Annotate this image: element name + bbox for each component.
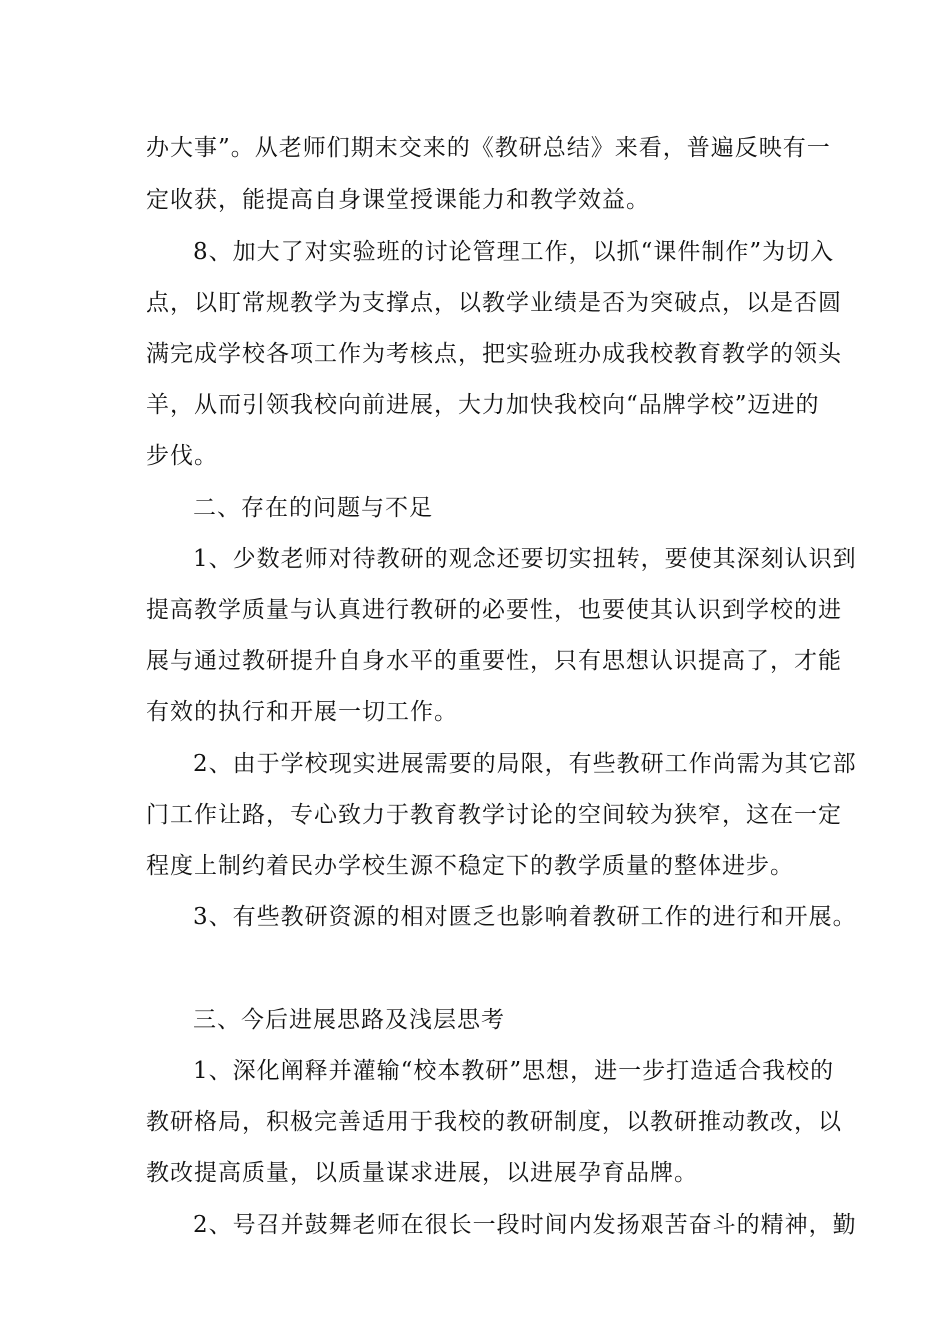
text-line: 定收获，能提高自身课堂授课能力和教学效益。 [146,187,650,213]
section-heading: 三、今后进展思路及浅层思考 [193,1007,505,1033]
text-line: 羊，从而引领我校向前进展，大力加快我校向“品牌学校”迈进的 [146,392,820,418]
text-line: 有效的执行和开展一切工作。 [146,699,458,725]
text-line: 提高教学质量与认真进行教研的必要性，也要使其认识到学校的进 [146,597,842,623]
text-line: 步伐。 [146,443,218,469]
text-line: 3、有些教研资源的相对匮乏也影响着教研工作的进行和开展。 [193,904,857,930]
text-line: 2、由于学校现实进展需要的局限，有些教研工作尚需为其它部 [193,751,857,777]
text-line: 程度上制约着民办学校生源不稳定下的教学质量的整体进步。 [146,853,794,879]
text-line: 1、深化阐释并灌输“校本教研”思想，进一步打造适合我校的 [193,1058,835,1084]
section-heading: 二、存在的问题与不足 [193,495,433,521]
text-line: 满完成学校各项工作为考核点，把实验班办成我校教育教学的领头 [146,341,842,367]
text-line: 办大事”。从老师们期末交来的《教研总结》来看，普遍反映有一 [146,135,831,161]
text-line: 点，以盯常规教学为支撑点，以教学业绩是否为突破点，以是否圆 [146,290,842,316]
text-line: 2、号召并鼓舞老师在很长一段时间内发扬艰苦奋斗的精神，勤 [193,1212,857,1238]
text-line: 教改提高质量，以质量谋求进展，以进展孕育品牌。 [146,1160,698,1186]
text-line: 展与通过教研提升自身水平的重要性，只有思想认识提高了，才能 [146,648,842,674]
text-line: 1、少数老师对待教研的观念还要切实扭转，要使其深刻认识到 [193,546,857,572]
text-line: 8、加大了对实验班的讨论管理工作，以抓“课件制作”为切入 [193,239,835,265]
text-line: 教研格局，积极完善适用于我校的教研制度，以教研推动教改，以 [146,1109,842,1135]
text-line: 门工作让路，专心致力于教育教学讨论的空间较为狭窄，这在一定 [146,802,842,828]
